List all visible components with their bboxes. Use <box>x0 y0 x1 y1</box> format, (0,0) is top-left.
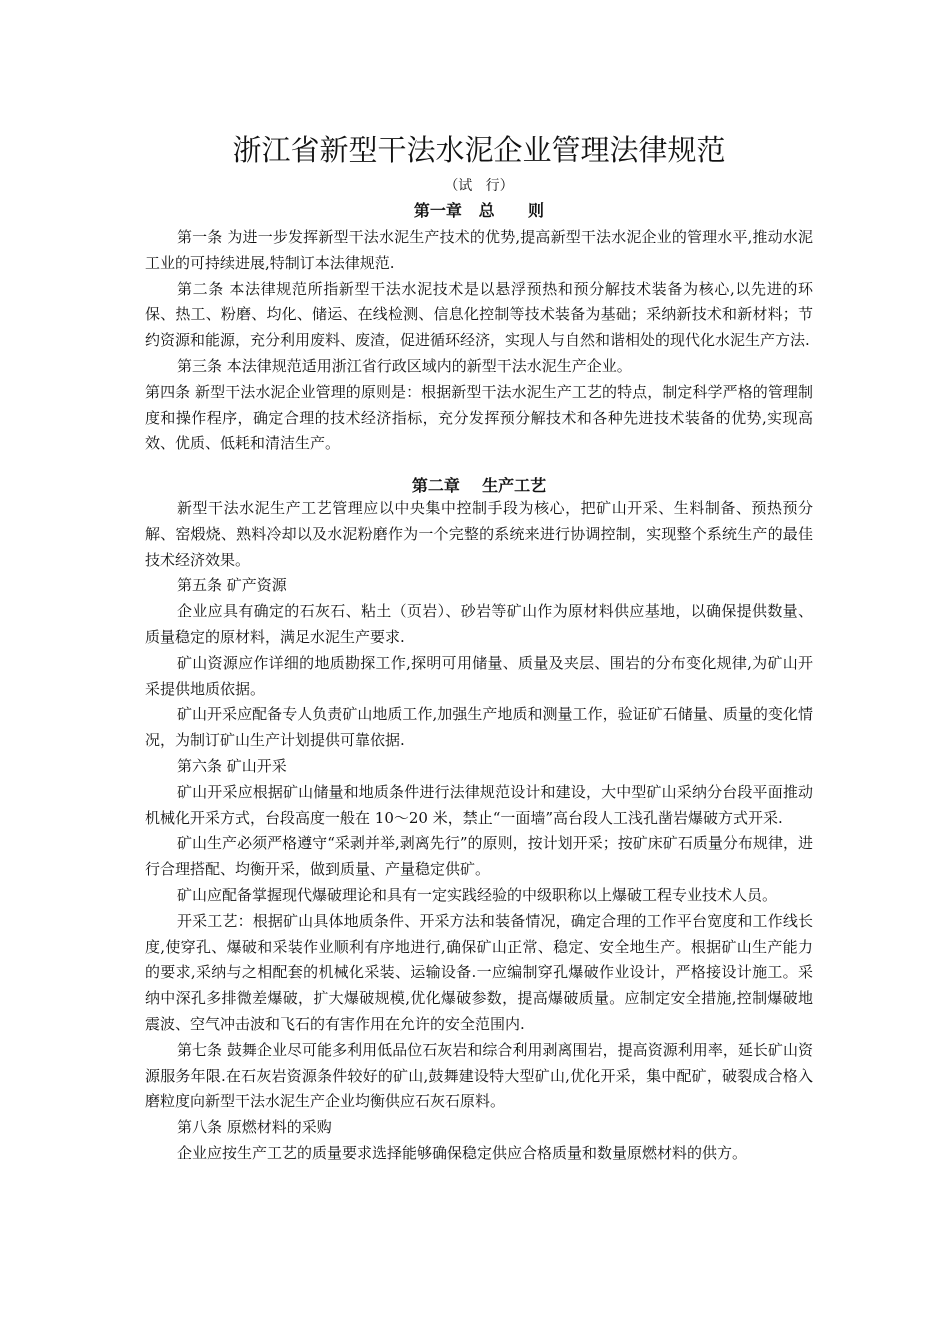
chapter-2-heading: 第二章 生产工艺 <box>411 476 547 495</box>
article-6-paragraph-2: 矿山生产必须严格遵守“采剥并举,剥离先行”的原则，按计划开采；按矿床矿石质量分布规律，进行合理搭配、均衡开采，做到质量、产量稳定供矿。 <box>145 834 813 879</box>
article-5-paragraph-3: 矿山开采应配备专人负责矿山地质工作,加强生产地质和测量工作，验证矿石储量、质量的变化情况，为制订矿山生产计划提供可靠依据. <box>145 705 813 750</box>
article-5-paragraph-2: 矿山资源应作详细的地质勘探工作,探明可用储量、质量及夹层、围岩的分布变化规律,为矿山开采提供地质依据。 <box>145 653 813 698</box>
article-6-paragraph-3: 矿山应配备掌握现代爆破理论和具有一定实践经验的中级职称以上爆破工程专业技术人员。 <box>177 885 778 904</box>
chapter-1-body <box>145 225 813 457</box>
article-6-heading: 第六条 矿山开采 <box>177 756 287 775</box>
article-6-paragraph-1: 矿山开采应根据矿山储量和地质条件进行法律规范设计和建设，大中型矿山采纳分台段平面推动机械化开采方式，台段高度一般在 10～20 米，禁止“一面墙”高台段人工浅孔凿岩爆破方式开采. <box>145 782 813 827</box>
article-2-paragraph: 第二条 本法律规范所指新型干法水泥技术是以悬浮预热和预分解技术装备为核心,以先进的环保、热工、粉磨、均化、储运、在线检测、信息化控制等技术装备为基础；采纳新技术和新材料；节约资源和能源，充分利用废料、废渣，促进循环经济，实现人与自然和谐相处的现代化水泥生产方法. <box>145 279 813 350</box>
article-5-heading: 第五条 矿产资源 <box>177 576 287 595</box>
article-8-heading: 第八条 原燃材料的采购 <box>177 1118 332 1137</box>
chapter-2-body <box>145 496 813 1167</box>
article-4-paragraph: 第四条 新型干法水泥企业管理的原则是：根据新型干法水泥生产工艺的特点，制定科学严格的管理制度和操作程序，确定合理的技术经济指标，充分发挥预分解技术和各种先进技术装备的优势,实现高效、优质、低耗和清洁生产。 <box>145 382 813 453</box>
article-3-paragraph: 第三条 本法律规范适用浙江省行政区域内的新型干法水泥生产企业。 <box>177 356 632 375</box>
article-1-paragraph: 第一条 为进一步发挥新型干法水泥生产技术的优势,提高新型干法水泥企业的管理水平,推动水泥工业的可持续进展,特制订本法律规范. <box>145 228 813 272</box>
chapter-2-intro-paragraph: 新型干法水泥生产工艺管理应以中央集中控制手段为核心，把矿山开采、生料制备、预热预分解、窑煅烧、熟料冷却以及水泥粉磨作为一个完整的系统来进行协调控制，实现整个系统生产的最佳技术经济效果。 <box>145 499 813 569</box>
chapter-1-heading: 第一章 总 则 <box>413 201 545 220</box>
article-6-paragraph-4: 开采工艺：根据矿山具体地质条件、开采方法和装备情况，确定合理的工作平台宽度和工作线长度,使穿孔、爆破和采装作业顺利有序地进行,确保矿山正常、稳定、安全地生产。根据矿山生产能力的要求,采纳与之相配套的机械化采装、运输设备.一应编制穿孔爆破作业设计，严格接设计施工。采纳中深孔多排微差爆破，扩大爆破规模,优化爆破参数，提高爆破质量。应制定安全措施,控制爆破地震波、空气冲击波和飞石的有害作用在允许的安全范围内. <box>145 911 813 1033</box>
document-subtitle: （试 行） <box>444 178 514 194</box>
document-title: 浙江省新型干法水泥企业管理法律规范 <box>232 133 726 167</box>
article-5-paragraph-1: 企业应具有确定的石灰石、粘土（页岩）、砂岩等矿山作为原材料供应基地，以确保提供数量、质量稳定的原材料，满足水泥生产要求. <box>145 602 813 646</box>
article-7-paragraph: 第七条 鼓舞企业尽可能多利用低品位石灰岩和综合利用剥离围岩，提高资源利用率，延长矿山资源服务年限.在石灰岩资源条件较好的矿山,鼓舞建设特大型矿山,优化开采，集中配矿，破裂成合格入磨粒度向新型干法水泥生产企业均衡供应石灰石原料。 <box>145 1040 813 1111</box>
article-8-paragraph: 企业应按生产工艺的质量要求选择能够确保稳定供应合格质量和数量原燃材料的供方。 <box>177 1143 748 1162</box>
